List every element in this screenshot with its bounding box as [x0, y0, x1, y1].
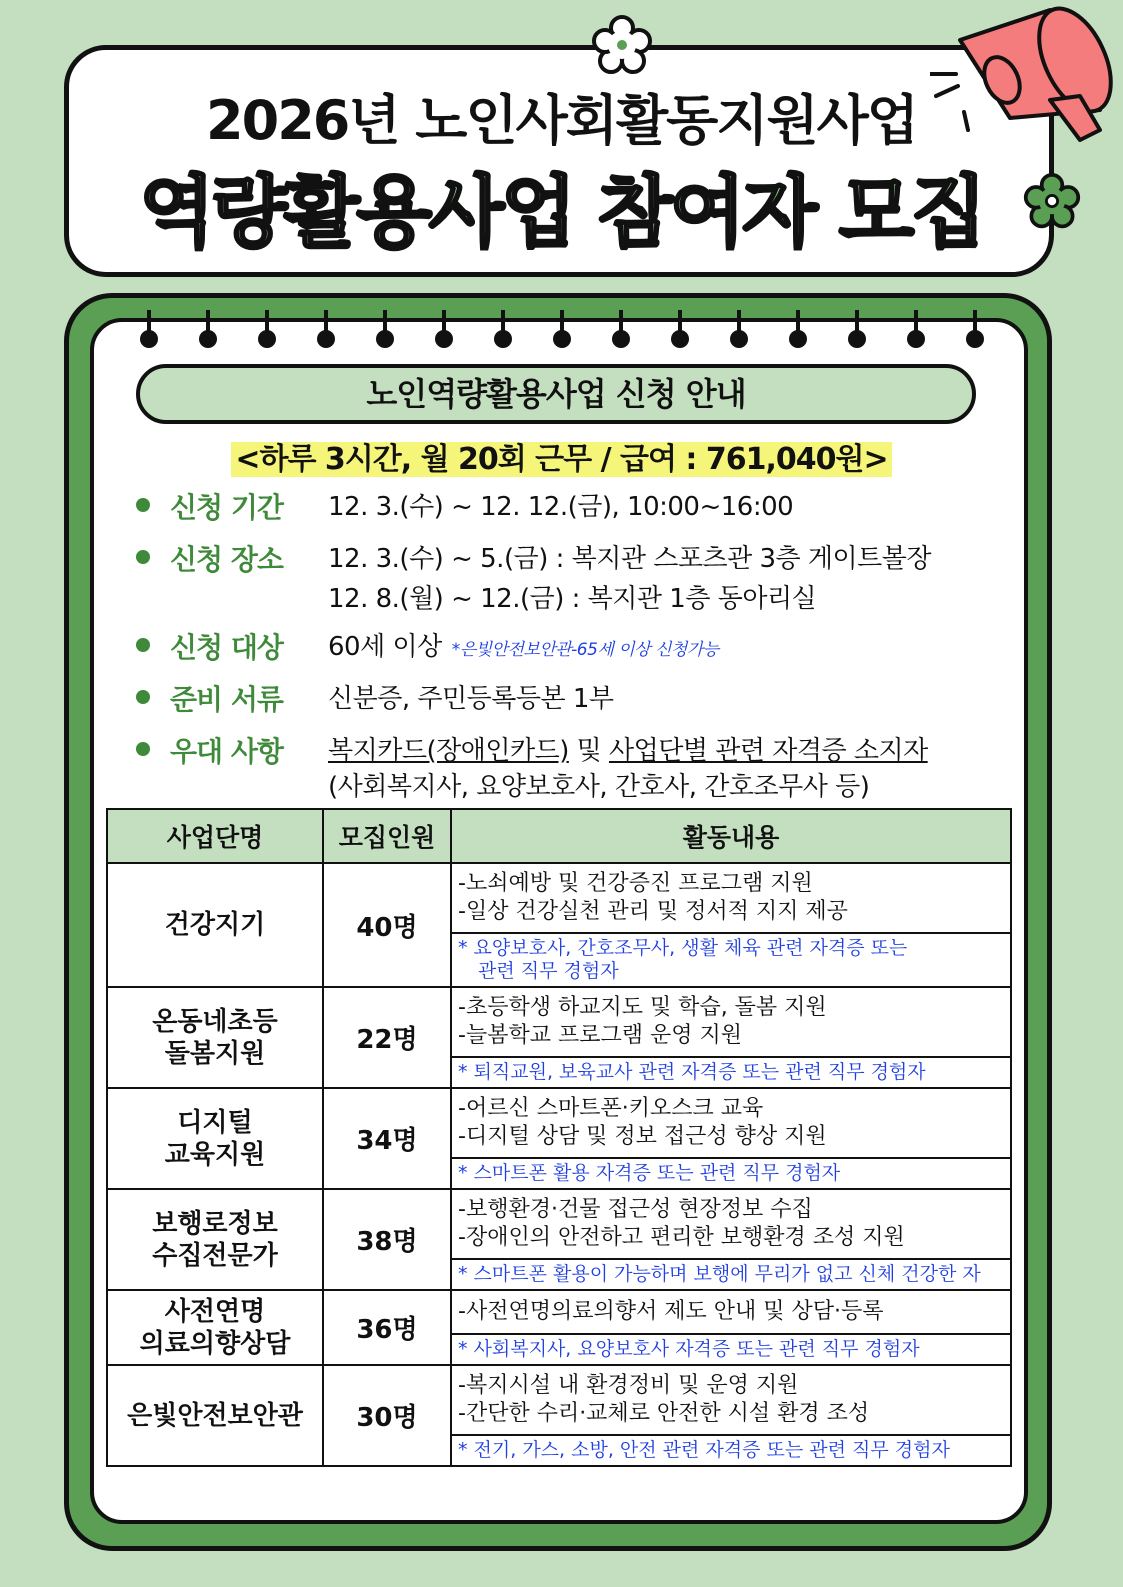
bullet-icon: [136, 690, 150, 704]
activity-list: -사전연명의료의향서 제도 안내 및 상담·등록: [451, 1290, 1011, 1334]
program-name: 보행로정보 수집전문가: [107, 1189, 323, 1290]
program-name: 은빛안전보안관: [107, 1365, 323, 1466]
ring-icon: [138, 310, 160, 354]
qualification-note: * 사회복지사, 요양보호사 자격증 또는 관련 직무 경험자: [451, 1334, 1011, 1365]
work-conditions: <하루 3시간, 월 20회 근무 / 급여 : 761,040원>: [0, 434, 1123, 478]
table-row: [107, 1189, 1011, 1259]
qualification-note: * 퇴직교원, 보육교사 관련 자격증 또는 관련 직무 경험자: [451, 1057, 1011, 1088]
target-note: *은빛안전보안관-65세 이상 신청가능: [451, 640, 719, 660]
ring-icon: [256, 310, 278, 354]
ring-icon: [433, 310, 455, 354]
table-row: [107, 987, 1011, 1057]
col-header-activity: 활동내용: [451, 809, 1011, 863]
ring-icon: [905, 310, 927, 354]
recruit-count: 38명: [323, 1189, 451, 1290]
activity-list: -어르신 스마트폰·키오스크 교육 -디지털 상담 및 정보 접근성 향상 지원: [451, 1088, 1011, 1158]
binder-rings: [130, 310, 990, 354]
ring-icon: [787, 310, 809, 354]
table-row: [107, 1088, 1011, 1158]
ring-icon: [197, 310, 219, 354]
recruit-count: 40명: [323, 863, 451, 987]
table-row: [107, 1290, 1011, 1334]
table-row: [107, 863, 1011, 933]
ring-icon: [315, 310, 337, 354]
program-table: [106, 808, 1012, 1467]
activity-list: -노쇠예방 및 건강증진 프로그램 지원 -일상 건강실천 관리 및 정서적 지지 제공: [451, 863, 1011, 933]
program-name: 디지털 교육지원: [107, 1088, 323, 1189]
activity-list: -보행환경·건물 접근성 현장정보 수집 -장애인의 안전하고 편리한 보행환경 조성 지원: [451, 1189, 1011, 1259]
qualification-note: * 전기, 가스, 소방, 안전 관련 자격증 또는 관련 직무 경험자: [451, 1435, 1011, 1466]
bullet-icon: [136, 742, 150, 756]
col-header-count: 모집인원: [323, 809, 451, 863]
ring-icon: [728, 310, 750, 354]
ring-icon: [964, 310, 986, 354]
recruit-count: 22명: [323, 987, 451, 1088]
ring-icon: [374, 310, 396, 354]
qualification-note: * 스마트폰 활용이 가능하며 보행에 무리가 없고 신체 건강한 자: [451, 1259, 1011, 1290]
ring-icon: [610, 310, 632, 354]
table-header-row: [107, 809, 1011, 863]
bullet-icon: [136, 550, 150, 564]
section-banner: 노인역량활용사업 신청 안내: [136, 364, 976, 424]
page-title-line2: 역량활용사업 참여자 모집: [139, 168, 984, 258]
program-name: 사전연명 의료의향상담: [107, 1290, 323, 1365]
ring-icon: [669, 310, 691, 354]
bullet-icon: [136, 498, 150, 512]
page-title-line1: 2026년 노인사회활동지원사업: [206, 89, 917, 152]
table-row: [107, 1365, 1011, 1435]
recruit-count: 36명: [323, 1290, 451, 1365]
program-name: 건강지기: [107, 863, 323, 987]
activity-list: -초등학생 하교지도 및 학습, 돌봄 지원 -늘봄학교 프로그램 운영 지원: [451, 987, 1011, 1057]
recruit-count: 30명: [323, 1365, 451, 1466]
flower-icon: [590, 14, 654, 78]
program-name: 온동네초등 돌봄지원: [107, 987, 323, 1088]
col-header-name: 사업단명: [107, 809, 323, 863]
ring-icon: [846, 310, 868, 354]
activity-list: -복지시설 내 환경정비 및 운영 지원 -간단한 수리·교체로 안전한 시설 환경 조성: [451, 1365, 1011, 1435]
recruit-count: 34명: [323, 1088, 451, 1189]
qualification-note: * 스마트폰 활용 자격증 또는 관련 직무 경험자: [451, 1158, 1011, 1189]
qualification-note: * 요양보호사, 간호조무사, 생활 체육 관련 자격증 또는 관련 직무 경험자: [451, 933, 1011, 987]
ring-icon: [551, 310, 573, 354]
ring-icon: [492, 310, 514, 354]
bullet-icon: [136, 638, 150, 652]
